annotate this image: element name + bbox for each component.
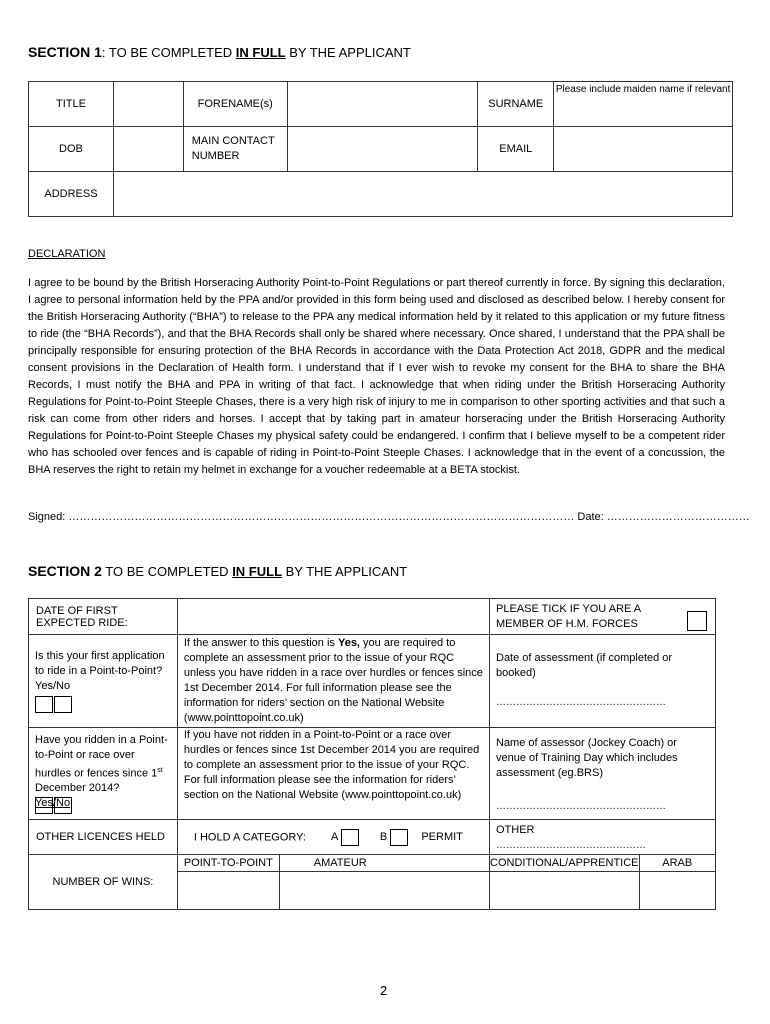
q2-no-checkbox[interactable]: [54, 797, 72, 814]
other-field[interactable]: ………………………………………: [496, 840, 646, 851]
dob-label: DOB: [29, 127, 114, 172]
email-field[interactable]: [554, 127, 733, 172]
q2-yes-checkbox[interactable]: [35, 797, 53, 814]
assessor-field[interactable]: ……………………………………………: [496, 801, 666, 812]
address-label: ADDRESS: [29, 172, 114, 217]
q2-yesno: Yes/No: [35, 797, 71, 810]
q2-cell: [29, 728, 178, 820]
wins-header-amateur: AMATEUR: [279, 855, 489, 872]
forename-field[interactable]: [287, 82, 478, 127]
wins-ptp-field[interactable]: [177, 872, 279, 910]
q1-yes-checkbox[interactable]: [35, 696, 53, 713]
hm-forces-cell: [490, 599, 716, 635]
wins-conditional-field[interactable]: [490, 872, 640, 910]
other-label: OTHER: [496, 824, 535, 836]
first-ride-field[interactable]: [177, 599, 489, 635]
q2-info: If you have not ridden in a Point-to-Point or a race over hurdles or fences since 1st December 2014 you are required to complete an assessment prior to the issue of your RQC. For full information please see the information for riders’ section on the National Website (www.pointtopoint.co.uk): [177, 728, 489, 820]
wins-label: NUMBER OF WINS:: [29, 855, 178, 910]
q1-no-checkbox[interactable]: [54, 696, 72, 713]
section2-table: [28, 598, 716, 910]
wins-amateur-field[interactable]: [279, 872, 489, 910]
other-licences-label: OTHER LICENCES HELD: [29, 820, 178, 855]
assessor-cell: [490, 728, 716, 820]
q1-info: If the answer to this question is Yes, you are required to complete an assessment prior to the issue of your RQC unless you have ridden in a race over hurdles or fences since 1st December 2014. For full information please see the information for riders’ section on the National Website (www.pointtopoint.co.uk): [177, 635, 489, 728]
assessor-label: Name of assessor (Jockey Coach) or venue of Training Day which includes assessment (eg.BRS): [496, 737, 678, 779]
address-field[interactable]: [113, 172, 732, 217]
forename-label: FORENAME(s): [183, 82, 287, 127]
cat-b-label: B: [379, 830, 388, 843]
signature-line[interactable]: Signed: ………………………………………………………………………………………………………………………… Date: …………………………………: [28, 511, 750, 523]
q2-question: Have you ridden in a Point-to-Point or race over hurdles or fences since 1st December 2014?: [35, 733, 168, 795]
q1-yesno: Yes/No: [35, 680, 71, 692]
section2-title: SECTION 2 TO BE COMPLETED IN FULL BY THE APPLICANT: [28, 563, 408, 579]
page-number: 2: [380, 983, 388, 998]
wins-header-ptp: POINT-TO-POINT: [177, 855, 279, 872]
surname-label: SURNAME: [478, 82, 554, 127]
category-cell: [177, 820, 489, 855]
q1-question: Is this your first application to ride in a Point-to-Point?: [35, 650, 165, 677]
maiden-note: Please include maiden name if relevant: [555, 84, 731, 95]
title-label: TITLE: [29, 82, 114, 127]
main-contact-field[interactable]: [287, 127, 478, 172]
declaration-body: I agree to be bound by the British Horseracing Authority Point-to-Point Regulations or part thereof currently in force. By signing this declaration, I agree to personal information held by the PPA and/or provided in this form being used and disclosed as described below. I hereby consent for the British Horseracing Authority (“BHA”) to release to the PPA any medical information held by it related to this application or my future fitness to ride (the “BHA Records”), and that the BHA Records shall only be shared where necessary. Once shared, I understand that the PPA shall be principally responsible for ensuring protection of the BHA Records in accordance with the Data Protection Act 2018, GDPR and the medical consent provisions in the Declaration of Health form. I understand that if I ever wish to revoke my consent for the BHA to share the BHA Records, I must notify the BHA and PPA in writing of that fact. I acknowledge that when riding under the British Horseracing Authority Regulations for Point-to-Point Steeple Chases, there is a very high risk of injury to me in comparison to other sporting activities and that such a risk can come from other riders and horses. I accept that by taking part in amateur horseracing under the British Horseracing Authority Regulations for Point-to-Point Steeple Chases my physical safety could be endangered. I confirm that I believe myself to be a competent rider who has schooled over fences and is capable of riding in Point-to-Point Steeple Chases. I acknowledge that in the event of a concussion, the BHA reserves the right to retain my helmet in exchange for a voucher redeemable at a BETA stockist.: [28, 277, 725, 476]
section1-title: SECTION 1: TO BE COMPLETED IN FULL BY THE APPLICANT: [28, 44, 411, 60]
surname-field[interactable]: [554, 82, 733, 127]
other-cell: [490, 820, 716, 855]
assess-date-label: Date of assessment (if completed or booked): [496, 652, 673, 679]
cat-b-checkbox[interactable]: [390, 829, 408, 846]
hm-forces-checkbox[interactable]: [687, 611, 707, 631]
cat-a-label: A: [331, 830, 338, 843]
assess-date-cell: [490, 635, 716, 728]
assess-date-field[interactable]: ……………………………………………: [496, 697, 666, 708]
wins-arab-field[interactable]: [639, 872, 715, 910]
section1-table: [28, 81, 733, 217]
email-label: EMAIL: [478, 127, 554, 172]
hm-forces-label: PLEASE TICK IF YOU ARE A MEMBER OF H.M. FORCES: [496, 603, 641, 630]
main-contact-label: MAIN CONTACT NUMBER: [183, 127, 287, 172]
dob-field[interactable]: [113, 127, 183, 172]
wins-header-conditional: CONDITIONAL/APPRENTICE: [490, 855, 640, 872]
permit-label: PERMIT: [421, 830, 463, 843]
hold-category-label: I HOLD A CATEGORY:: [193, 830, 306, 843]
first-ride-label: DATE OF FIRST EXPECTED RIDE:: [29, 599, 178, 635]
title-field[interactable]: [113, 82, 183, 127]
declaration-title: DECLARATION: [28, 248, 106, 260]
wins-header-arab: ARAB: [639, 855, 715, 872]
q1-cell: [29, 635, 178, 728]
cat-a-checkbox[interactable]: [341, 829, 359, 846]
